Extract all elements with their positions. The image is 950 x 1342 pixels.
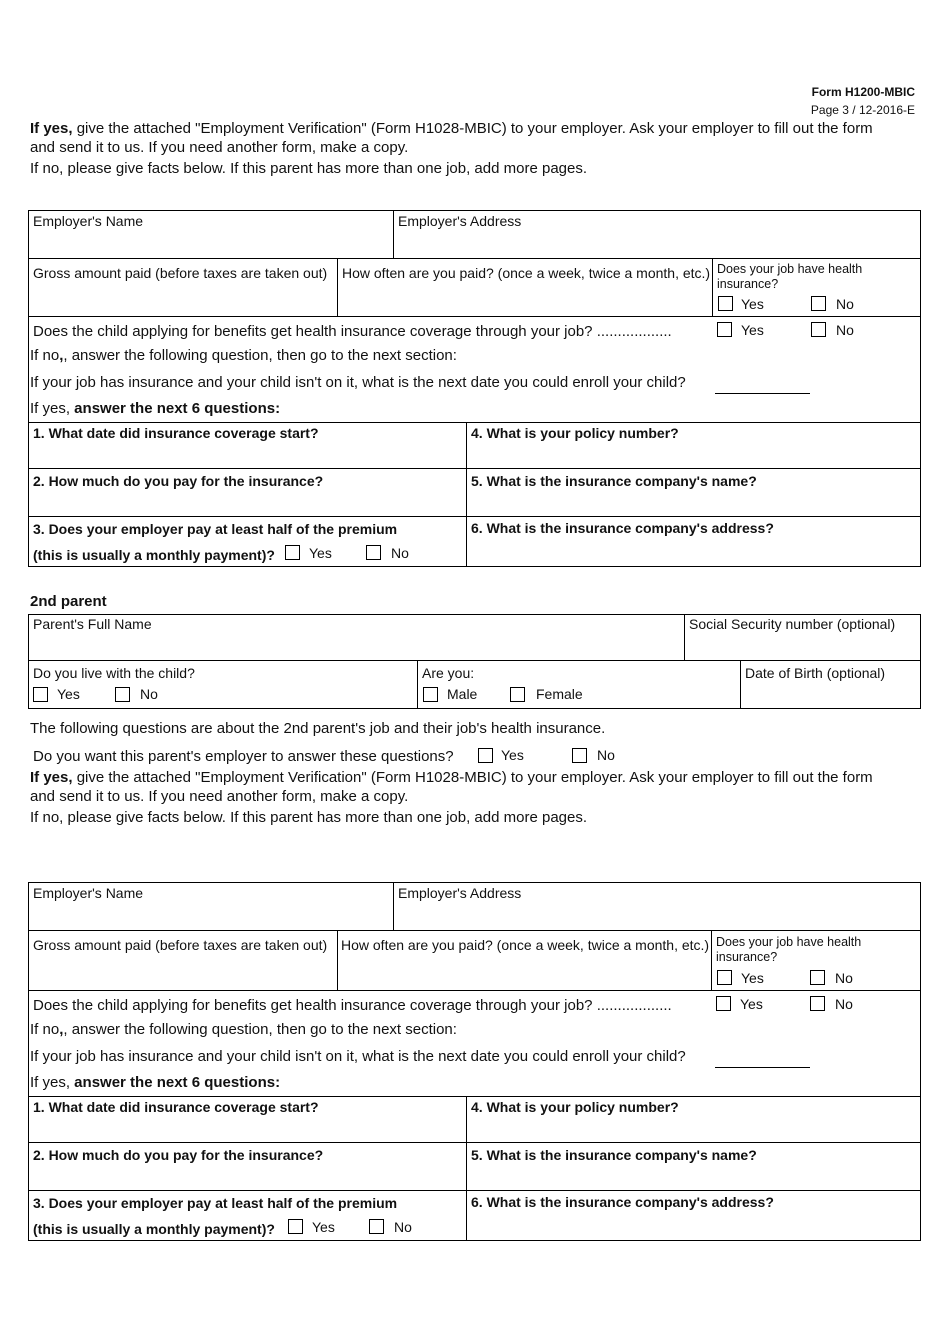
intro2-if-yes-line1: If yes, give the attached "Employment Verification" (Form H1028-MBIC) to your employer. Ask your employer to fill out the form <box>30 769 873 786</box>
health-ins-yes-checkbox[interactable] <box>718 296 733 311</box>
employer-answer-question: Do you want this parent's employer to answer these questions? <box>33 748 454 765</box>
health-ins-question-2: insurance? <box>717 277 779 291</box>
are-you-label: Are you: <box>422 665 475 681</box>
if-no-instruction-2: If no,, answer the following question, then go to the next section: <box>30 1021 457 1038</box>
enroll-date-line[interactable] <box>715 393 810 394</box>
how-often-label-2: How often are you paid? (once a week, twice a month, etc.) <box>341 937 710 953</box>
health-ins-yes-label-2: Yes <box>741 970 764 986</box>
following-questions-text: The following questions are about the 2nd parent's job and their job's health insurance. <box>30 720 606 737</box>
child-coverage-yes-label: Yes <box>741 322 764 338</box>
employer-answer-no-checkbox[interactable] <box>572 748 587 763</box>
intro-if-yes-line1: If yes, give the attached "Employment Verification" (Form H1028-MBIC) to your employer. Ask your employer to fill out the form <box>30 120 873 137</box>
female-label: Female <box>536 686 583 702</box>
female-checkbox[interactable] <box>510 687 525 702</box>
child-coverage-no-label-2: No <box>835 996 853 1012</box>
child-coverage-no-checkbox[interactable] <box>811 322 826 337</box>
live-with-no-checkbox[interactable] <box>115 687 130 702</box>
live-with-child-label: Do you live with the child? <box>33 665 195 681</box>
health-ins-yes-label: Yes <box>741 296 764 312</box>
child-coverage-no-label: No <box>836 322 854 338</box>
q3-monthly-payment-2: (this is usually a monthly payment)? <box>33 1221 275 1237</box>
q3-yes-label: Yes <box>309 545 332 561</box>
dob-label: Date of Birth (optional) <box>745 665 886 681</box>
employers-name-label: Employer's Name <box>33 213 144 229</box>
q3-no-label: No <box>391 545 409 561</box>
child-coverage-yes-checkbox[interactable] <box>717 322 732 337</box>
q3-employer-pays-half: 3. Does your employer pay at least half of the premium <box>33 521 398 537</box>
male-checkbox[interactable] <box>423 687 438 702</box>
q3-yes-checkbox[interactable] <box>285 545 300 560</box>
q5-insurance-company-name: 5. What is the insurance company's name? <box>471 473 757 489</box>
child-coverage-yes-label-2: Yes <box>740 996 763 1012</box>
q1-coverage-start-2: 1. What date did insurance coverage start? <box>33 1099 319 1115</box>
if-no-instruction: If no,, answer the following question, then go to the next section: <box>30 347 457 364</box>
health-ins-question-2b: insurance? <box>716 950 778 964</box>
second-parent-heading: 2nd parent <box>30 593 107 610</box>
page-info: Page 3 / 12-2016-E <box>810 103 915 117</box>
how-often-label: How often are you paid? (once a week, twice a month, etc.) <box>342 265 711 281</box>
live-with-no-label: No <box>140 686 158 702</box>
health-ins-no-label-2: No <box>835 970 853 986</box>
employers-name-label-2: Employer's Name <box>33 885 144 901</box>
health-ins-no-checkbox-2[interactable] <box>810 970 825 985</box>
employers-address-label: Employer's Address <box>398 213 522 229</box>
employer-answer-yes-checkbox[interactable] <box>478 748 493 763</box>
if-yes-instruction: If yes, answer the next 6 questions: <box>30 400 281 417</box>
q3-no-label-2: No <box>394 1219 412 1235</box>
q2-insurance-cost: 2. How much do you pay for the insurance? <box>33 473 324 489</box>
employer-answer-yes-label: Yes <box>501 747 524 763</box>
q1-coverage-start: 1. What date did insurance coverage start? <box>33 425 319 441</box>
health-ins-no-label: No <box>836 296 854 312</box>
health-ins-question-2a: Does your job have health <box>716 935 862 949</box>
child-coverage-yes-checkbox-2[interactable] <box>716 996 731 1011</box>
live-with-yes-checkbox[interactable] <box>33 687 48 702</box>
intro2-if-yes-line2: and send it to us. If you need another form, make a copy. <box>30 788 409 805</box>
intro2-if-no: If no, please give facts below. If this parent has more than one job, add more pages. <box>30 809 588 826</box>
male-label: Male <box>447 686 478 702</box>
q5-insurance-company-name-2: 5. What is the insurance company's name? <box>471 1147 757 1163</box>
q3-yes-checkbox-2[interactable] <box>288 1219 303 1234</box>
q3-no-checkbox[interactable] <box>366 545 381 560</box>
q6-insurance-company-address: 6. What is the insurance company's address? <box>471 520 774 536</box>
if-yes-instruction-2: If yes, answer the next 6 questions: <box>30 1074 281 1091</box>
intro-if-no: If no, please give facts below. If this parent has more than one job, add more pages. <box>30 160 588 177</box>
form-id: Form H1200-MBIC <box>811 85 915 99</box>
intro-if-yes-line2: and send it to us. If you need another form, make a copy. <box>30 139 409 156</box>
q4-policy-number: 4. What is your policy number? <box>471 425 679 441</box>
enroll-date-line-2[interactable] <box>715 1067 810 1068</box>
employer-answer-no-label: No <box>597 747 615 763</box>
child-coverage-question: Does the child applying for benefits get health insurance coverage through your job? .................. <box>33 323 672 340</box>
health-ins-question: Does your job have health <box>717 262 863 276</box>
q3-no-checkbox-2[interactable] <box>369 1219 384 1234</box>
q4-policy-number-2: 4. What is your policy number? <box>471 1099 679 1115</box>
child-coverage-question-2: Does the child applying for benefits get health insurance coverage through your job? .................. <box>33 997 672 1014</box>
q3-monthly-payment: (this is usually a monthly payment)? <box>33 547 275 563</box>
gross-amount-label: Gross amount paid (before taxes are taken out) <box>33 265 328 281</box>
gross-amount-label-2: Gross amount paid (before taxes are taken out) <box>33 937 328 953</box>
q3-employer-pays-half-2: 3. Does your employer pay at least half of the premium <box>33 1195 398 1211</box>
q6-insurance-company-address-2: 6. What is the insurance company's address? <box>471 1194 774 1210</box>
child-coverage-no-checkbox-2[interactable] <box>810 996 825 1011</box>
q3-yes-label-2: Yes <box>312 1219 335 1235</box>
enroll-question: If your job has insurance and your child isn't on it, what is the next date you could enroll your child? <box>30 374 686 391</box>
ssn-label: Social Security number (optional) <box>689 616 896 632</box>
employers-address-label-2: Employer's Address <box>398 885 522 901</box>
q2-insurance-cost-2: 2. How much do you pay for the insurance? <box>33 1147 324 1163</box>
enroll-question-2: If your job has insurance and your child isn't on it, what is the next date you could enroll your child? <box>30 1048 686 1065</box>
health-ins-no-checkbox[interactable] <box>811 296 826 311</box>
parent-full-name-label: Parent's Full Name <box>33 616 152 632</box>
health-ins-yes-checkbox-2[interactable] <box>717 970 732 985</box>
live-with-yes-label: Yes <box>57 686 80 702</box>
